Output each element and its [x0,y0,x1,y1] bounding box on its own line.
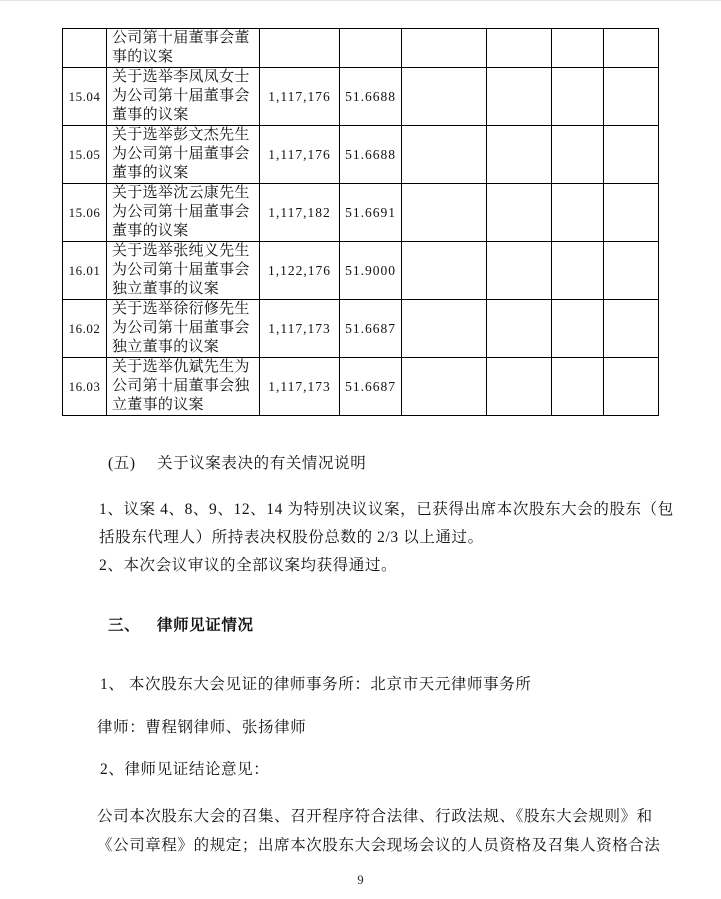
empty-cell [552,29,604,68]
votes-cell: 1,117,182 [260,184,340,242]
proposal-cell: 关于选举徐衍修先生为公司第十届董事会独立董事的议案 [107,300,260,358]
paragraph-line: 公司本次股东大会的召集、召开程序符合法律、行政法规、《股东大会规则》和 [97,808,653,825]
table-row [63,29,659,68]
special-resolution-paragraph [99,496,674,552]
empty-cell [552,184,604,242]
empty-cell [604,126,659,184]
proposal-cell: 关于选举张纯义先生为公司第十届董事会独立董事的议案 [107,242,260,300]
empty-cell [487,242,552,300]
proposal-cell: 关于选举彭文杰先生为公司第十届董事会董事的议案 [107,126,260,184]
empty-cell [552,300,604,358]
section-three-title: 律师见证情况 [157,617,254,634]
empty-cell [402,29,487,68]
item-no-cell: 16.02 [63,300,107,358]
pct-cell: 51.6691 [340,184,402,242]
empty-cell [402,68,487,126]
empty-cell [487,126,552,184]
votes-cell: 1,117,173 [260,300,340,358]
table-row [63,68,659,126]
pct-cell: 51.6688 [340,68,402,126]
item-no-cell [63,29,107,68]
lawyers-line: 律师：曹程钢律师、张扬律师 [97,719,307,736]
table-row [63,126,659,184]
item-no-cell: 16.01 [63,242,107,300]
pct-cell: 51.6687 [340,300,402,358]
empty-cell [402,300,487,358]
table-row [63,358,659,416]
paragraph-line: 1、议案 4、8、9、12、14 为特别决议议案，已获得出席本次股东大会的股东（包 [99,501,674,518]
votes-cell: 1,117,173 [260,358,340,416]
law-firm-line: 1、 本次股东大会见证的律师事务所：北京市天元律师事务所 [100,676,532,693]
empty-cell [552,242,604,300]
pct-cell [340,29,402,68]
table-row [63,300,659,358]
paragraph-line: 括股东代理人）所持表决权股份总数的 2/3 以上通过。 [99,529,484,546]
empty-cell [604,358,659,416]
empty-cell [402,242,487,300]
votes-cell: 1,122,176 [260,242,340,300]
empty-cell [604,68,659,126]
item-no-cell: 16.03 [63,358,107,416]
empty-cell [552,126,604,184]
proposal-cell: 关于选举李凤凤女士为公司第十届董事会董事的议案 [107,68,260,126]
item-no-cell: 15.05 [63,126,107,184]
empty-cell [604,242,659,300]
votes-cell: 1,117,176 [260,126,340,184]
empty-cell [604,300,659,358]
section-five-title: 关于议案表决的有关情况说明 [157,455,367,472]
empty-cell [487,358,552,416]
empty-cell [487,300,552,358]
table-row [63,184,659,242]
section-three-label: 三、 [108,617,141,634]
table-row [63,242,659,300]
section-five-heading [108,450,366,478]
opinion-label-line: 2、律师见证结论意见： [100,761,270,778]
votes-cell [260,29,340,68]
empty-cell [487,29,552,68]
item-no-cell: 15.04 [63,68,107,126]
empty-cell [552,68,604,126]
pct-cell: 51.6687 [340,358,402,416]
proposal-cell: 关于选举沈云康先生为公司第十届董事会董事的议案 [107,184,260,242]
section-five-label: (五) [108,455,136,472]
votes-cell: 1,117,176 [260,68,340,126]
all-passed-paragraph: 2、本次会议审议的全部议案均获得通过。 [99,557,398,574]
empty-cell [402,184,487,242]
empty-cell [552,358,604,416]
empty-cell [604,29,659,68]
empty-cell [604,184,659,242]
item-no-cell: 15.06 [63,184,107,242]
page-number: 9 [357,873,364,887]
proposal-cell: 公司第十届董事会董事的议案 [107,29,260,68]
vote-results-table [62,28,659,416]
opinion-paragraph [97,802,661,860]
empty-cell [402,358,487,416]
empty-cell [487,68,552,126]
paragraph-line: 《公司章程》的规定；出席本次股东大会现场会议的人员资格及召集人资格合法 [97,837,661,854]
section-three-heading [108,612,254,640]
proposal-cell: 关于选举仇斌先生为公司第十届董事会独立董事的议案 [107,358,260,416]
pct-cell: 51.9000 [340,242,402,300]
pct-cell: 51.6688 [340,126,402,184]
empty-cell [402,126,487,184]
empty-cell [487,184,552,242]
